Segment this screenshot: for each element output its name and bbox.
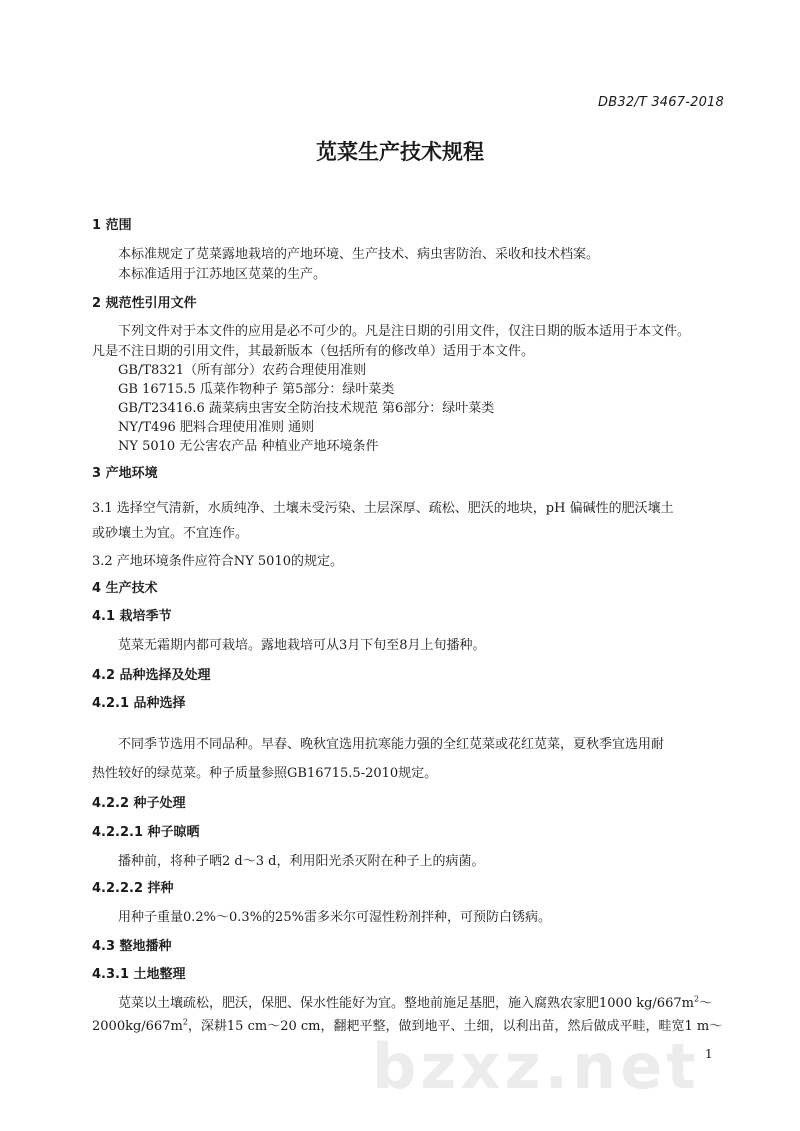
reference-item: NY 5010 无公害农产品 种植业产地环境条件 bbox=[118, 439, 379, 454]
section-4-3-1-heading: 4.3.1 土地整理 bbox=[92, 967, 186, 982]
section-2-heading: 2 规范性引用文件 bbox=[92, 296, 197, 311]
section-1-paragraph: 本标准规定了苋菜露地栽培的产地环境、生产技术、病虫害防治、采收和技术档案。 bbox=[118, 247, 600, 262]
page-number: 1 bbox=[705, 1047, 713, 1061]
document-title: 苋菜生产技术规程 bbox=[316, 140, 484, 164]
reference-item: GB 16715.5 瓜菜作物种子 第5部分：绿叶菜类 bbox=[118, 382, 395, 397]
section-4-3-heading: 4.3 整地播种 bbox=[92, 939, 172, 954]
section-1-paragraph: 本标准适用于江苏地区苋菜的生产。 bbox=[118, 267, 327, 282]
section-4-2-2-1-heading: 4.2.2.1 种子晾晒 bbox=[92, 825, 200, 840]
superscript: 2 bbox=[182, 1017, 188, 1027]
clause-3-1: 或砂壤土为宜。不宜连作。 bbox=[92, 526, 249, 541]
text-run: 2000kg/667m bbox=[92, 1019, 183, 1034]
section-4-2-2-1-paragraph: 播种前，将种子晒2 d～3 d，利用阳光杀灭附在种子上的病菌。 bbox=[118, 854, 485, 869]
text-run: 苋菜以土壤疏松，肥沃，保肥、保水性能好为宜。整地前施足基肥，施入腐熟农家肥1000 kg/667m bbox=[118, 996, 694, 1011]
section-4-2-1-heading: 4.2.1 品种选择 bbox=[92, 696, 186, 711]
reference-item: GB/T8321（所有部分）农药合理使用准则 bbox=[118, 363, 367, 378]
section-3-heading: 3 产地环境 bbox=[92, 466, 158, 481]
text-run: ，深耕15 cm～20 cm，翻耙平整，做到地平、土细，以利出苗，然后做成平畦，畦宽1 m～ bbox=[187, 1019, 723, 1034]
section-4-heading: 4 生产技术 bbox=[92, 581, 158, 596]
section-4-1-paragraph: 苋菜无霜期内都可栽培。露地栽培可从3月下旬至8月上旬播种。 bbox=[118, 638, 486, 653]
section-2-paragraph: 下列文件对于本文件的应用是必不可少的。凡是注日期的引用文件，仅注日期的版本适用于本文件。 bbox=[118, 324, 691, 339]
document-number: DB32/T 3467-2018 bbox=[598, 95, 724, 110]
section-4-2-1-paragraph: 不同季节选用不同品种。早春、晚秋宜选用抗寒能力强的全红苋菜或花红苋菜，夏秋季宜选用耐 bbox=[118, 737, 665, 752]
reference-item: GB/T23416.6 蔬菜病虫害安全防治技术规范 第6部分：绿叶菜类 bbox=[118, 401, 495, 416]
section-4-3-1-paragraph bbox=[118, 992, 712, 1011]
reference-item: NY/T496 肥料合理使用准则 通则 bbox=[118, 420, 315, 435]
section-4-2-heading: 4.2 品种选择及处理 bbox=[92, 668, 211, 683]
section-4-2-2-heading: 4.2.2 种子处理 bbox=[92, 796, 186, 811]
section-1-heading: 1 范围 bbox=[92, 218, 132, 233]
section-4-1-heading: 4.1 栽培季节 bbox=[92, 609, 172, 624]
watermark: bzxz.net bbox=[372, 1030, 700, 1103]
section-4-2-2-2-paragraph: 用种子重量0.2%～0.3%的25%雷多米尔可湿性粉剂拌种，可预防白锈病。 bbox=[118, 910, 551, 925]
text-run: ～ bbox=[699, 996, 713, 1011]
superscript: 2 bbox=[693, 994, 700, 1004]
section-4-2-1-paragraph: 热性较好的绿苋菜。种子质量参照GB16715.5-2010规定。 bbox=[92, 766, 438, 781]
section-2-paragraph: 凡是不注日期的引用文件，其最新版本（包括所有的修改单）适用于本文件。 bbox=[92, 344, 535, 359]
clause-3-1: 3.1 选择空气清新，水质纯净、土壤未受污染、土层深厚、疏松、肥沃的地块，pH 偏碱性的肥沃壤土 bbox=[92, 501, 674, 516]
section-4-2-2-2-heading: 4.2.2.2 拌种 bbox=[92, 881, 174, 896]
clause-3-2: 3.2 产地环境条件应符合NY 5010的规定。 bbox=[92, 554, 343, 569]
